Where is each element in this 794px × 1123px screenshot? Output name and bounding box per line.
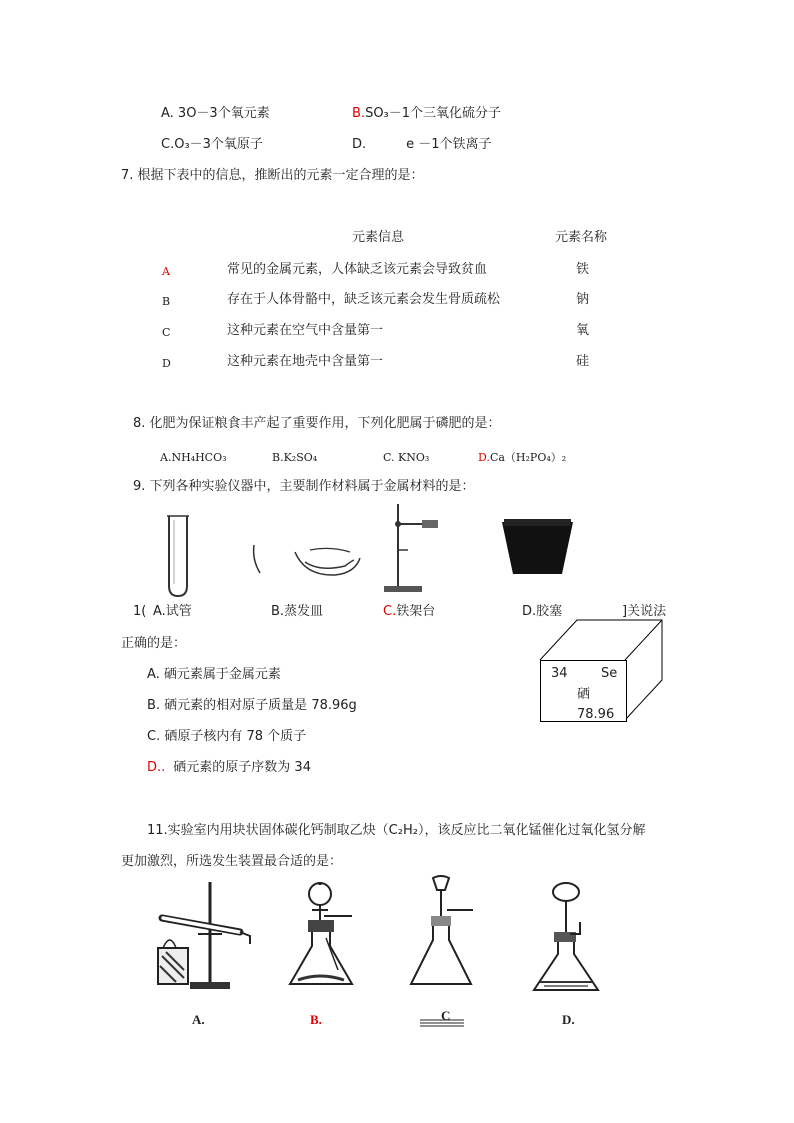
q11-stem-line1: 11.实验室内用块状固体碳化钙制取乙炔（C₂H₂），该反应比二氧化锰催化过氧化氢分解 bbox=[147, 823, 646, 838]
apparatus-c-flask-icon bbox=[405, 874, 477, 992]
q7-row-a-name: 铁 bbox=[576, 262, 590, 277]
q8-option-d bbox=[478, 450, 566, 466]
q7-row-a-info: 常见的金属元素，人体缺乏该元素会导致贫血 bbox=[227, 262, 488, 277]
q7-col-info: 元素信息 bbox=[352, 230, 405, 245]
q6-option-d-text: e －1个铁离子 bbox=[406, 137, 492, 152]
q8-option-a: A.NH₄HCO₃ bbox=[160, 451, 227, 464]
rubber-stopper-icon bbox=[500, 519, 575, 575]
evaporating-dish-icon bbox=[250, 540, 370, 585]
apparatus-d-flask-icon bbox=[530, 882, 602, 994]
q8-option-d-text: Ca（H₂PO₄）₂ bbox=[489, 451, 567, 464]
q7-row-c-name: 氧 bbox=[576, 323, 590, 338]
q10-option-d-text: 硒元素的原子序数为 34 bbox=[173, 760, 311, 775]
iron-stand-icon bbox=[378, 500, 448, 600]
q9-option-c bbox=[383, 604, 435, 620]
q8-option-b: B.K₂SO₄ bbox=[272, 451, 318, 464]
q10-number-fragment: 1( bbox=[133, 604, 147, 619]
q9-option-d: D.胶塞 bbox=[522, 604, 563, 619]
element-card-mass: 78.96 bbox=[577, 707, 615, 722]
q11-label-c-underline bbox=[420, 1018, 464, 1028]
q7-row-d-info: 这种元素在地壳中含量第一 bbox=[227, 354, 384, 369]
q11-label-a: A. bbox=[192, 1012, 205, 1027]
q6-option-a: A. 3O－3个氧元素 bbox=[161, 106, 270, 121]
q8-stem: 8. 化肥为保证粮食丰产起了重要作用，下列化肥属于磷肥的是： bbox=[133, 416, 501, 431]
q10-option-a: A. 硒元素属于金属元素 bbox=[147, 667, 281, 682]
q7-row-a-key: A bbox=[162, 265, 170, 278]
q11-label-d: D. bbox=[562, 1012, 575, 1027]
q6-option-d-letter: D. bbox=[352, 137, 367, 152]
q10-stem-cont: 正确的是： bbox=[121, 636, 187, 651]
q7-row-b-name: 钠 bbox=[576, 292, 590, 307]
q10-option-d bbox=[147, 760, 311, 776]
element-card-number: 34 bbox=[551, 666, 568, 681]
q10-option-d-dot: . bbox=[161, 760, 166, 775]
element-card-name: 硒 bbox=[577, 687, 591, 702]
q7-row-d-key: D bbox=[162, 357, 171, 370]
q9-option-c-letter: C. bbox=[383, 604, 397, 619]
q7-row-b-info: 存在于人体骨骼中，缺乏该元素会发生骨质疏松 bbox=[227, 292, 501, 307]
q11-stem-line2: 更加激烈，所选发生装置最合适的是： bbox=[121, 854, 343, 869]
q6-option-b-text: SO₃－1个三氧化硫分子 bbox=[365, 106, 502, 121]
q10-option-c: C. 硒原子核内有 78 个质子 bbox=[147, 729, 307, 744]
q7-row-c-info: 这种元素在空气中含量第一 bbox=[227, 323, 384, 338]
q7-row-b-key: B bbox=[162, 295, 171, 308]
test-tube-icon bbox=[166, 514, 190, 598]
q9-option-c-text: 铁架台 bbox=[396, 604, 436, 619]
q9-option-b: B.蒸发皿 bbox=[271, 604, 324, 619]
element-card-symbol: Se bbox=[601, 666, 618, 681]
q9-option-a: A.试管 bbox=[153, 604, 192, 619]
q7-row-d-name: 硅 bbox=[576, 354, 590, 369]
q7-col-name: 元素名称 bbox=[555, 230, 608, 245]
q7-stem: 7. 根据下表中的信息，推断出的元素一定合理的是： bbox=[121, 168, 424, 183]
q6-option-b bbox=[352, 106, 501, 122]
q7-row-c-key: C bbox=[162, 326, 171, 339]
q10-option-b: B. 硒元素的相对原子质量是 78.96g bbox=[147, 698, 357, 713]
q10-stem-fragment: ]关说法 bbox=[622, 604, 667, 619]
q8-option-c: C. KNO₃ bbox=[383, 451, 430, 464]
q6-option-b-letter: B. bbox=[352, 106, 366, 121]
q11-label-c: C bbox=[441, 1008, 451, 1023]
q10-option-d-letter: D. bbox=[147, 760, 162, 775]
q6-option-d bbox=[352, 137, 492, 153]
q6-option-c: C.O₃－3个氧原子 bbox=[161, 137, 263, 152]
q9-stem: 9. 下列各种实验仪器中，主要制作材料属于金属材料的是： bbox=[133, 479, 475, 494]
q11-label-b: B. bbox=[310, 1012, 322, 1027]
apparatus-b-flask-funnel-icon bbox=[286, 880, 358, 992]
q8-option-d-letter: D. bbox=[478, 451, 490, 464]
apparatus-a-heating-icon bbox=[148, 880, 258, 992]
